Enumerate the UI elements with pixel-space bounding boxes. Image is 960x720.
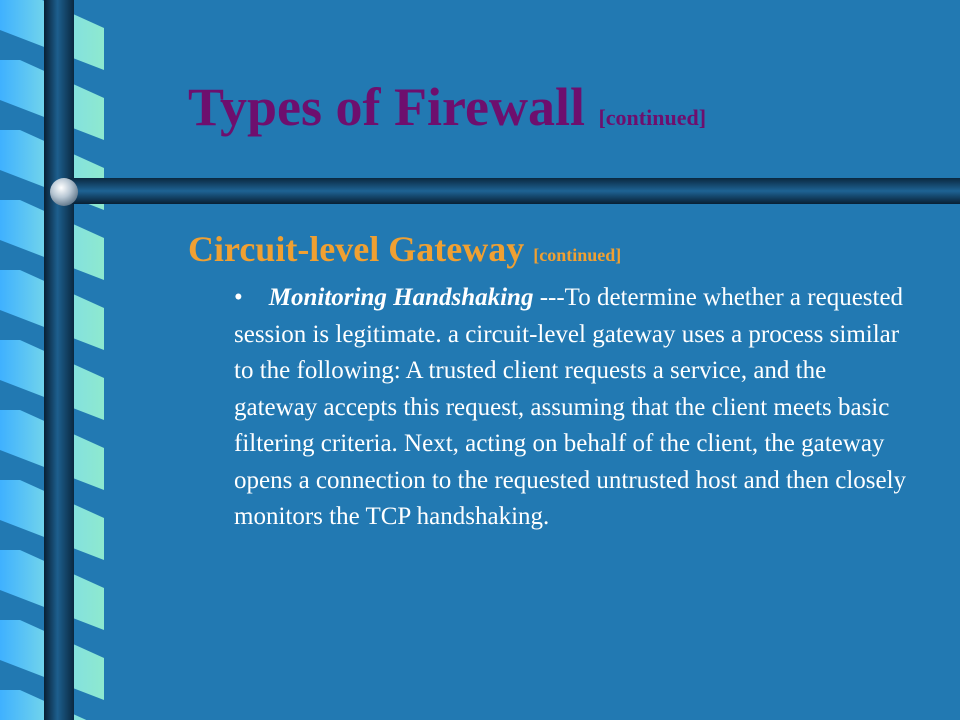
bullet-term: Monitoring Handshaking	[268, 284, 534, 311]
title-main: Types of Firewall	[188, 77, 585, 137]
bullet-body: ---To determine whether a requested session is legitimate. a circuit-level gateway uses a process similar to the following: A trusted client requests a service, and the gateway accepts this request, assuming that the client meets basic filtering criteria. Next, acting on behalf of the client, the gateway opens a connection to the requested untrusted host and then closely monitors the TCP handshaking.	[234, 284, 907, 530]
bullet-paragraph	[234, 280, 914, 536]
subtitle-main: Circuit-level Gateway	[188, 229, 525, 269]
subtitle-suffix: [continued]	[533, 245, 622, 265]
section-heading	[188, 226, 621, 278]
page-title	[188, 72, 706, 153]
bullet-point-icon: •	[234, 284, 243, 311]
title-suffix: [continued]	[598, 105, 707, 130]
